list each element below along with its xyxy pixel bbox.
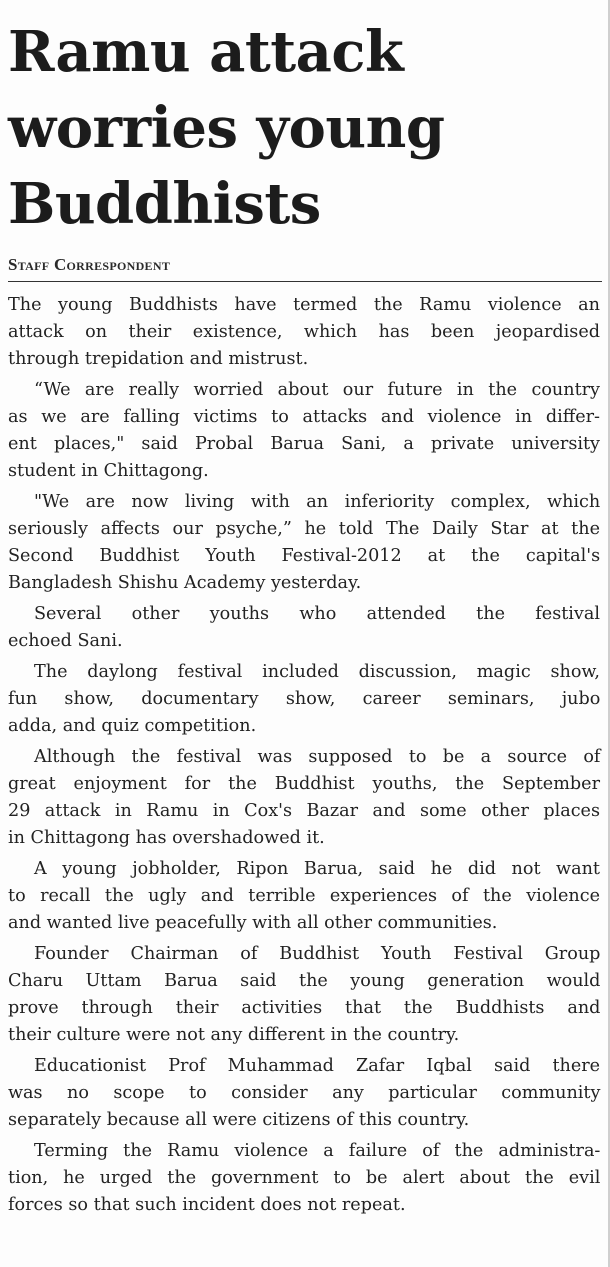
byline-divider bbox=[8, 281, 602, 282]
paragraph-line: to recall the ugly and terrible experiences of the violence bbox=[8, 886, 600, 906]
paragraph-line: their culture were not any different in the country. bbox=[8, 1025, 460, 1045]
paragraph-line: was no scope to consider any particular community bbox=[8, 1083, 601, 1103]
article-paragraph bbox=[8, 1138, 600, 1219]
article-paragraph bbox=[8, 377, 600, 485]
article-paragraph bbox=[8, 1053, 600, 1134]
headline bbox=[8, 14, 598, 242]
headline-line: Ramu attack bbox=[8, 19, 404, 85]
paragraph-line: Second Buddhist Youth Festival-2012 at the capital's bbox=[8, 546, 601, 566]
paragraph-line: fun show, documentary show, career seminars, jubo bbox=[8, 689, 601, 709]
paragraph-line: in Chittagong has overshadowed it. bbox=[8, 828, 325, 848]
paragraph-line: adda, and quiz competition. bbox=[8, 716, 257, 736]
headline-line: worries young bbox=[8, 95, 445, 161]
paragraph-line: separately because all were citizens of this country. bbox=[8, 1110, 470, 1130]
paragraph-line: through trepidation and mistrust. bbox=[8, 349, 309, 369]
paragraph-line: echoed Sani. bbox=[8, 631, 123, 651]
article-paragraph bbox=[8, 601, 600, 655]
paragraph-line: "We are now living with an inferiority complex, which bbox=[34, 492, 601, 512]
article-paragraph bbox=[8, 659, 600, 740]
paragraph-line: “We are really worried about our future in the country bbox=[34, 380, 600, 400]
article-body bbox=[8, 292, 600, 1219]
paragraph-line: as we are falling victims to attacks and violence in differ- bbox=[8, 407, 600, 427]
article-paragraph bbox=[8, 489, 600, 597]
byline: Staff Correspondent bbox=[8, 255, 171, 274]
paragraph-line: The young Buddhists have termed the Ramu violence an bbox=[8, 295, 600, 315]
article-paragraph bbox=[8, 744, 600, 852]
article-paragraph bbox=[8, 941, 600, 1049]
paragraph-line: prove through their activities that the Buddhists and bbox=[8, 998, 601, 1018]
paragraph-line: Charu Uttam Barua said the young generation would bbox=[8, 971, 601, 991]
paragraph-line: 29 attack in Ramu in Cox's Bazar and some other places bbox=[8, 801, 600, 821]
paragraph-line: attack on their existence, which has been jeopardised bbox=[8, 322, 600, 342]
paragraph-line: great enjoyment for the Buddhist youths, the September bbox=[8, 774, 600, 794]
paragraph-line: seriously affects our psyche,” he told The Daily Star at the bbox=[8, 519, 600, 539]
paragraph-line: Founder Chairman of Buddhist Youth Festival Group bbox=[34, 944, 601, 964]
paragraph-line: The daylong festival included discussion, magic show, bbox=[34, 662, 600, 682]
paragraph-line: Several other youths who attended the festival bbox=[34, 604, 600, 624]
paragraph-line: tion, he urged the government to be alert about the evil bbox=[8, 1168, 601, 1188]
paragraph-line: Bangladesh Shishu Academy yesterday. bbox=[8, 573, 362, 593]
paragraph-line: Although the festival was supposed to be a source of bbox=[34, 747, 601, 767]
paragraph-line: Educationist Prof Muhammad Zafar Iqbal said there bbox=[34, 1056, 601, 1076]
paragraph-line: and wanted live peacefully with all other communities. bbox=[8, 913, 498, 933]
article-paragraph bbox=[8, 292, 600, 373]
article-paragraph bbox=[8, 856, 600, 937]
paragraph-line: A young jobholder, Ripon Barua, said he did not want bbox=[34, 859, 600, 879]
paragraph-line: ent places," said Probal Barua Sani, a private university bbox=[8, 434, 600, 454]
paragraph-line: Terming the Ramu violence a failure of the administra- bbox=[34, 1141, 601, 1161]
headline-line: Buddhists bbox=[8, 171, 321, 237]
paragraph-line: student in Chittagong. bbox=[8, 461, 209, 481]
paragraph-line: forces so that such incident does not repeat. bbox=[8, 1195, 406, 1215]
